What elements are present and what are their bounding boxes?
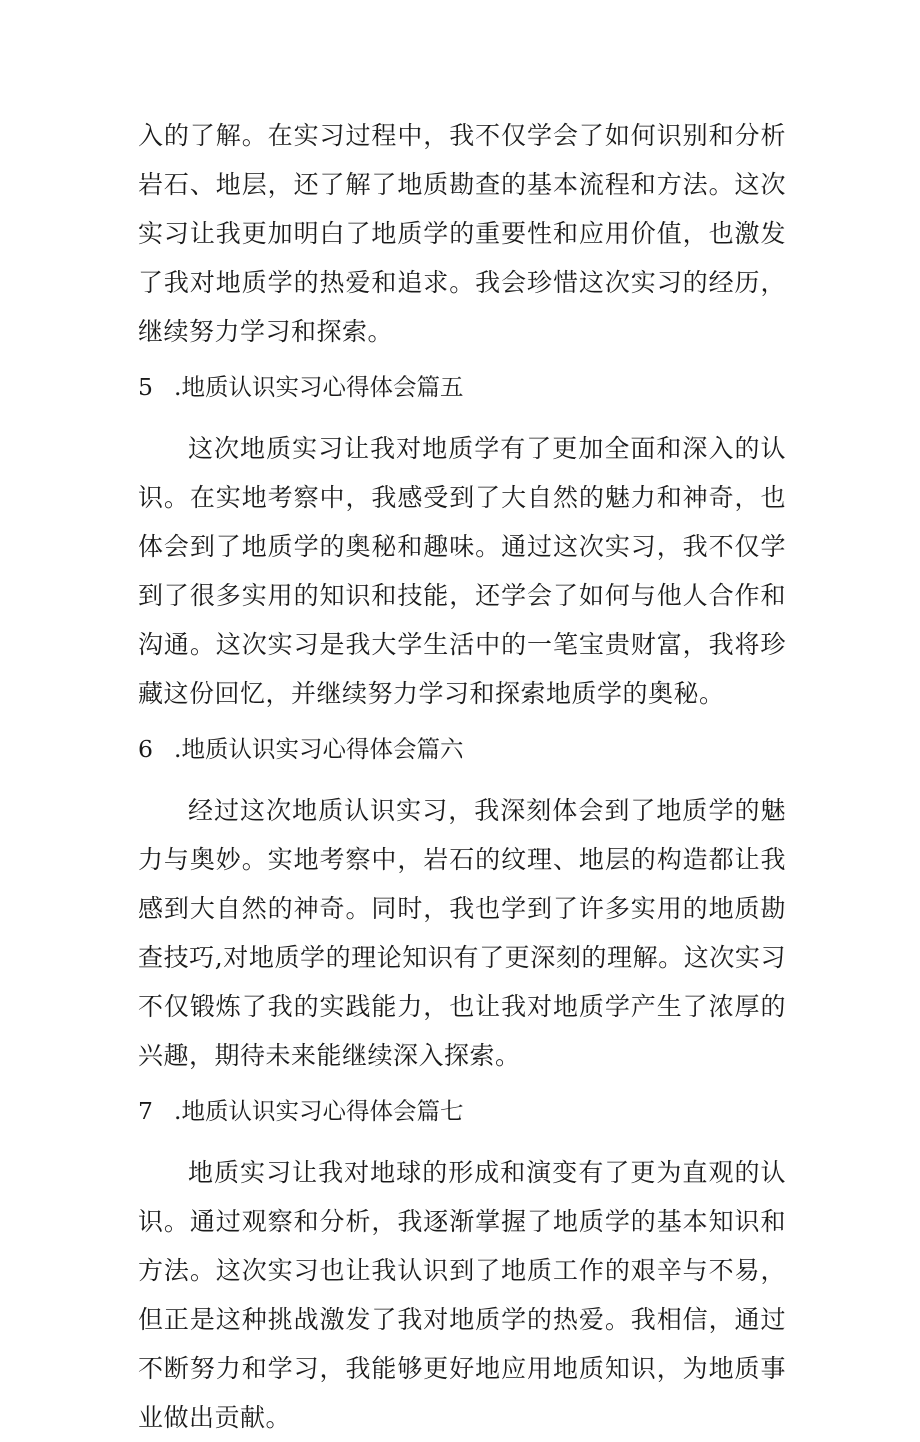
spacer [138, 356, 786, 363]
section-body-7: 地质实习让我对地球的形成和演变有了更为直观的认识。通过观察和分析，我逐渐掌握了地质学的基本知识和方法。这次实习也让我认识到了地质工作的艰辛与不易，但正是这种挑战激发了我对地质学的热爱。我相信，通过不断努力和学习，我能够更好地应用地质知识，为地质事业做出贡献。 [138, 1158, 786, 1432]
document-page [138, 111, 786, 1442]
spacer [138, 1080, 786, 1087]
section-heading-6 [138, 725, 786, 774]
section-title: .地质认识实习心得体会篇七 [174, 1097, 464, 1125]
spacer [138, 718, 786, 725]
section-number: 5 [138, 373, 153, 401]
section-number: 6 [138, 735, 153, 763]
section-body-6: 经过这次地质认识实习，我深刻体会到了地质学的魅力与奥妙。实地考察中，岩石的纹理、地层的构造都让我感到大自然的神奇。同时，我也学到了许多实用的地质勘查技巧,对地质学的理论知识有了更深刻的理解。这次实习不仅锻炼了我的实践能力，也让我对地质学产生了浓厚的兴趣，期待未来能继续深入探索。 [138, 796, 786, 1070]
intro-paragraph: 入的了解。在实习过程中，我不仅学会了如何识别和分析岩石、地层，还了解了地质勘查的基本流程和方法。这次实习让我更加明白了地质学的重要性和应用价值，也激发了我对地质学的热爱和追求。我会珍惜这次实习的经历，继续努力学习和探索。 [138, 121, 786, 346]
section-number: 7 [138, 1097, 153, 1125]
section-heading-5 [138, 363, 786, 412]
section-body-5: 这次地质实习让我对地质学有了更加全面和深入的认识。在实地考察中，我感受到了大自然的魅力和神奇，也体会到了地质学的奥秘和趣味。通过这次实习，我不仅学到了很多实用的知识和技能，还学会了如何与他人合作和沟通。这次实习是我大学生活中的一笔宝贵财富，我将珍藏这份回忆，并继续努力学习和探索地质学的奥秘。 [138, 434, 786, 708]
spacer [138, 412, 786, 424]
section-title: .地质认识实习心得体会篇六 [174, 735, 464, 763]
section-heading-7 [138, 1087, 786, 1136]
spacer [138, 774, 786, 786]
section-title: .地质认识实习心得体会篇五 [174, 373, 464, 401]
spacer [138, 1136, 786, 1148]
